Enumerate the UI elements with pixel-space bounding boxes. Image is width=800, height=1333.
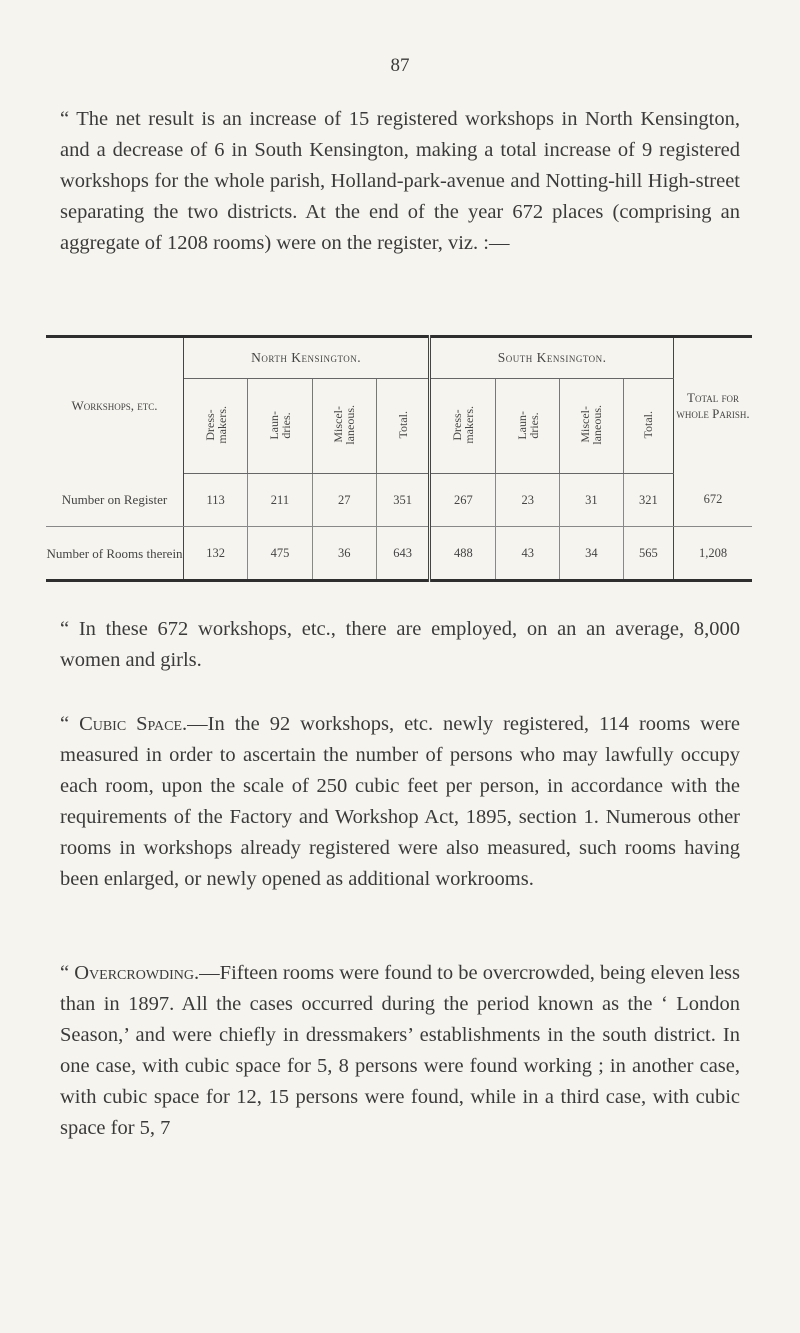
table-cell: 211: [248, 474, 312, 527]
table-cell: 488: [430, 527, 496, 581]
table-cell: 643: [376, 527, 429, 581]
paragraph-cubic-space: “ Cubic Space.—In the 92 workshops, etc. newly registered, 114 rooms were measured in order to ascertain the number of persons who may lawfully occupy each room, upon the scale of 250 cubic feet per person, in accordance with the requirements of the Factory and Workshop Act, 1895, section 1. Numerous other rooms in workshops already registered were also measured, such rooms having been enlarged, or newly opened as additional workrooms.: [60, 713, 740, 890]
table-cell: 351: [376, 474, 429, 527]
table-cell: 321: [623, 474, 673, 527]
header-south-kensington: South Kensington.: [430, 337, 674, 379]
subheader-south-miscellaneous: Miscel- laneous.: [560, 379, 624, 474]
subheader-south-laundries: Laun- dries.: [496, 379, 560, 474]
table-cell: 23: [496, 474, 560, 527]
subheader-north-dressmakers: Dress- makers.: [184, 379, 248, 474]
subheader-south-dressmakers: Dress- makers.: [430, 379, 496, 474]
table-cell: 27: [312, 474, 376, 527]
row-label: Number of Rooms therein: [46, 527, 184, 581]
heading-overcrowding: Overcrowding.: [74, 962, 200, 984]
subheader-south-total: Total.: [623, 379, 673, 474]
table-cell: 565: [623, 527, 673, 581]
table-cell: 672: [674, 474, 753, 527]
table-row: [46, 474, 752, 527]
row-label: Number on Register: [46, 474, 184, 527]
table-cell: 34: [560, 527, 624, 581]
table-cell: 43: [496, 527, 560, 581]
subheader-north-laundries: Laun- dries.: [248, 379, 312, 474]
table-cell: 475: [248, 527, 312, 581]
table-cell: 132: [184, 527, 248, 581]
table-cell: 36: [312, 527, 376, 581]
page-number: 87: [390, 55, 410, 76]
table-row: [46, 527, 752, 581]
subheader-north-total: Total.: [376, 379, 429, 474]
subheader-north-miscellaneous: Miscel- laneous.: [312, 379, 376, 474]
header-total-whole-parish: Total for whole Parish.: [676, 389, 750, 421]
header-north-kensington: North Kensington.: [184, 337, 430, 379]
paragraph-overcrowding: “ Overcrowding.—Fifteen rooms were found to be overcrowded, being eleven less than in 1897. All the cases occurred during the period known as the ‘ London Season,’ and were chiefly in dressmakers’ establishments in the south district. In one case, with cubic space for 5, 8 persons were found working ; in another case, with cubic space for 12, 15 persons were found, while in a third case, with cubic space for 5, 7: [60, 962, 740, 1139]
header-workshops: Workshops, etc.: [46, 337, 184, 474]
table-cell: 113: [184, 474, 248, 527]
table-cell: 267: [430, 474, 496, 527]
heading-cubic-space: Cubic Space.: [79, 713, 188, 735]
paragraph-net-result: “ The net result is an increase of 15 registered workshops in North Kensington, and a decrease of 6 in South Kensington, making a total increase of 9 registered workshops for the whole parish, Holland-park-avenue and Notting-hill High-street separating the two districts. At the end of the year 672 places (comprising an aggregate of 1208 rooms) were on the register, viz. :—: [60, 108, 740, 254]
table-cell: 1,208: [698, 545, 728, 560]
table-cell: 31: [560, 474, 624, 527]
paragraph-employed: “ In these 672 workshops, etc., there are employed, on an an average, 8,000 women and girls.: [60, 618, 740, 671]
workshops-table: [46, 335, 752, 582]
